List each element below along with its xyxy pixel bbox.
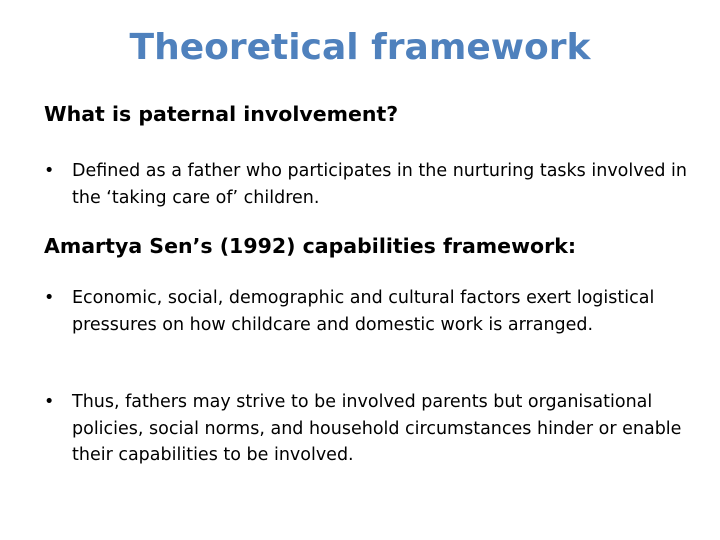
bullet-text: Thus, fathers may strive to be involved parents but organisational policies, social norms, and household circumstances hinder or enable their capabilities to be involved. (72, 392, 682, 465)
slide-title: Theoretical framework (129, 27, 591, 68)
bullet-icon: • (44, 392, 55, 412)
bullet-text: Defined as a father who participates in the nurturing tasks involved in the ‘taking care of’ children. (72, 161, 687, 208)
bullet-icon: • (44, 288, 55, 308)
bullet-item (44, 389, 704, 469)
section-heading-capabilities-framework: Amartya Sen’s (1992) capabilities framework: (44, 234, 577, 258)
bullet-icon: • (44, 161, 55, 181)
bullet-text: Economic, social, demographic and cultural factors exert logistical pressures on how childcare and domestic work is arranged. (72, 288, 655, 335)
section-heading-paternal-involvement: What is paternal involvement? (44, 102, 399, 126)
bullet-item (44, 285, 704, 338)
bullet-item (44, 158, 704, 211)
